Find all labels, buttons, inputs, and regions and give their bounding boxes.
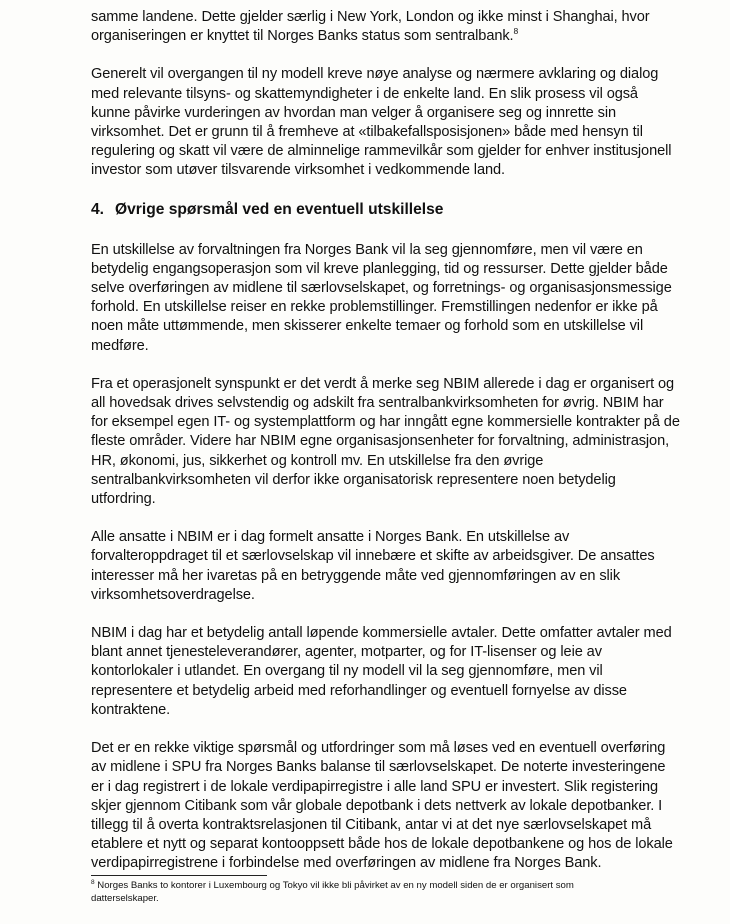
text-line: kontorlokaler i utlandet. En overgang til ny modell vil la seg gjennomføre, men vil xyxy=(91,663,603,680)
footnote-line xyxy=(91,880,671,893)
paragraph-contracts xyxy=(91,624,671,720)
text-line: Det er en rekke viktige spørsmål og utfordringer som må løses ved en eventuell overføring xyxy=(91,740,666,757)
text-line-content: organiseringen er knyttet til Norges Banks status som sentralbank. xyxy=(91,28,514,45)
footnote-text: Norges Banks to kontorer i Luxembourg og Tokyo vil ikke bli påvirket av en ny modell siden de er organisert som xyxy=(97,880,574,891)
text-line: skjer gjennom Citibank som vår globale depotbank i dets nettverk av lokale depotbanker. I xyxy=(91,797,663,814)
text-line: fleste områder. Videre har NBIM egne organisasjonsenheter for forvaltning, administrasjon, xyxy=(91,433,670,450)
paragraph-operational xyxy=(91,375,680,509)
text-line: virksomhetsoverdragelse. xyxy=(91,586,255,603)
footnote-marker: 8 xyxy=(91,879,95,886)
text-line: medføre. xyxy=(91,337,149,354)
text-line: investor som utøver tilsvarende virksomhet i vedkommende land. xyxy=(91,162,505,179)
paragraph-general-transition xyxy=(91,65,671,180)
text-line: regulering og skatt vil være de alminnelige rammevilkår som gjelder for enhver institusjonell xyxy=(91,143,672,160)
text-line: kunne påvirke vurderingen av hvordan man velger å organisere seg og innrette sin xyxy=(91,104,616,121)
text-line xyxy=(91,27,671,46)
text-line: sentralbankvirksomheten vil derfor ikke organisatorisk representere noen betydelig xyxy=(91,471,616,488)
paragraph-employees xyxy=(91,528,671,605)
text-line: Fra et operasjonelt synspunkt er det verdt å merke seg NBIM allerede i dag er organisert og xyxy=(91,375,675,392)
footnote-reference[interactable]: 8 xyxy=(513,26,519,37)
text-line: all hovedsak drives selvstendig og adskilt fra sentralbankvirksomheten for øvrig. NBIM har xyxy=(91,395,664,412)
text-line: for eksempel egen IT- og systemplattform og har inngått egne kommersielle kontrakter på de xyxy=(91,414,680,431)
text-line: forvalteroppdraget til et særlovselskap vil innebære et skifte av arbeidsgiver. De ansattes xyxy=(91,548,655,565)
text-line: utfordring. xyxy=(91,491,156,508)
text-line: interesser må her ivaretas på en betryggende måte ved gjennomføringen av en slik xyxy=(91,567,621,584)
paragraph-separation-intro xyxy=(91,241,671,356)
text-line: representere et betydelig arbeid med reforhandlinger og eventuell fornyelse av disse xyxy=(91,682,627,699)
text-line: med relevante tilsyns- og skattemyndigheter i de enkelte land. En slik prosess vil også xyxy=(91,85,638,102)
text-line: forhold. En utskillelse reiser en rekke problemstillinger. Fremstillingen nedenfor er ikke på xyxy=(91,299,658,316)
text-line: HR, økonomi, jus, sikkerhet og kontroll mv. En utskillelse fra den øvrige xyxy=(91,452,544,469)
text-line: NBIM i dag har et betydelig antall løpende kommersielle avtaler. Dette omfatter avtaler med xyxy=(91,625,672,642)
paragraph-transfer-of-funds xyxy=(91,739,671,873)
text-line: samme landene. Dette gjelder særlig i New York, London og ikke minst i Shanghai, hvor xyxy=(91,9,650,25)
footnote xyxy=(91,880,671,905)
text-line: Alle ansatte i NBIM er i dag formelt ansatte i Norges Bank. En utskillelse av xyxy=(91,529,570,546)
text-line: blant annet tjenesteleverandører, agenter, motparter, og for IT-lisenser og leie av xyxy=(91,644,602,661)
section-number: 4. xyxy=(91,200,105,218)
text-line: betydelig engangsoperasjon som vil kreve planlegging, tid og ressurser. Dette gjelder både xyxy=(91,260,668,277)
footnote-divider xyxy=(91,875,267,876)
text-line: verdipapirregistrene i forbindelse med overføringen av midlene fra Norges Bank. xyxy=(91,855,602,872)
document-page xyxy=(91,8,680,893)
text-line: selve overføringen av midlene til særlovselskapet, og forretnings- og organisasjonsmessige xyxy=(91,280,672,297)
section-heading xyxy=(91,200,671,220)
text-line: kontraktene. xyxy=(91,701,171,718)
text-line: av midlene i SPU fra Norges Banks balanse til særlovselskapet. De noterte investeringene xyxy=(91,759,666,776)
paragraph-continuation xyxy=(91,8,671,46)
text-line: er i dag registrert i de lokale verdipapirregistre i alle land SPU er investert. Slik registering xyxy=(91,778,659,795)
text-line: tillegg til å overta kontraktsrelasjonen til Citibank, antar vi at det nye særlovselskapet må xyxy=(91,816,652,833)
footnote-line: datterselskaper. xyxy=(91,892,159,904)
text-line: En utskillelse av forvaltningen fra Norges Bank vil la seg gjennomføre, men vil være en xyxy=(91,241,643,258)
text-line: virksomhet. Det er grunn til å fremheve at «tilbakefallsposisjonen» både med hensyn til xyxy=(91,124,643,141)
text-line: noen måte uttømmende, men skisserer enkelte temaer og forhold som en utskillelse vil xyxy=(91,318,644,335)
text-line: etablere et nytt og separat kontooppsett både hos de lokale depotbankene og hos de lokale xyxy=(91,836,673,853)
text-line: Generelt vil overgangen til ny modell kreve nøye analyse og nærmere avklaring og dialog xyxy=(91,66,659,83)
section-title: Øvrige spørsmål ved en eventuell utskillelse xyxy=(115,200,444,218)
